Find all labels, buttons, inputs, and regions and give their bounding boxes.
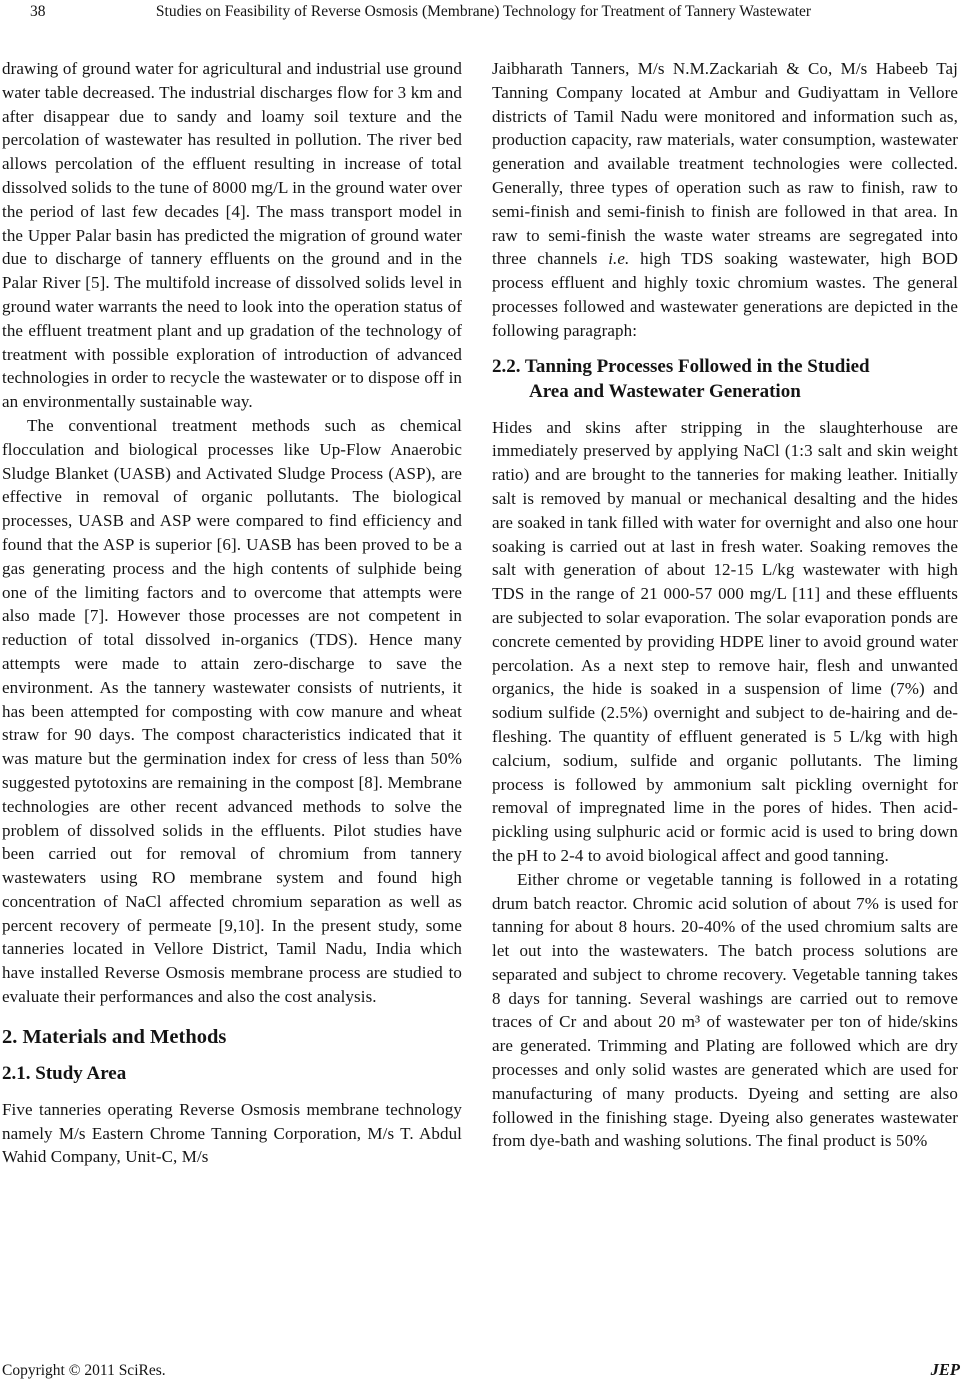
- paragraph-conventional-treatment: The conventional treatment methods such as chemical flocculation and biological processes like Up-Flow Anaerobic Sludge Blanket (UASB) and Activated Sludge Process (ASP), are effective in removal of organic pollutants. The biological processes, UASB and ASP were compared to find efficiency and found that the ASP is superior [6]. UASB has been proved to be a gas generating process and the high contents of sulphide being one of the limiting factors and to overcome that attempts were also made [7]. However those processes are not competent in reduction of total dissolved in-organics (TDS). Hence many attempts were made to attain zero-discharge to save the environment. As the tannery wastewater consists of nutrients, it has been attempted for composting with cow manure and wheat straw for 90 days. The compost characteristics indicated that it was mature but the germination index for cress of less than 50% suggested pytotoxins are remaining in the compost [8]. Membrane technologies are other recent advanced methods to solve the problem of dissolved solids in the effluents. Pilot studies have been carried out for removal of chromium from tannery wastewaters using RO membrane system and found high concentration of NaCl affected chromium separation as well as percent recovery of permeate [9,10]. In the present study, some tanneries located in Vellore District, Tamil Nadu, India which have installed Reverse Osmosis membrane process are studied to evaluate their performances and also the cost analysis.: [2, 415, 462, 1007]
- page-footer: [2, 1360, 960, 1380]
- section-heading-tanning-processes: [492, 354, 958, 404]
- paragraph-either-chrome-tanning: Either chrome or vegetable tanning is followed in a rotating drum batch reactor. Chromic acid solution of about 7% is used for tanning for about 8 hours. 20-40% of the used chromium salts are let out into the wastewaters. The batch process solutions are separated and subject to chrome recovery. Vegetable tanning takes 8 days for tanning. Several washings are carried out to remove traces of Cr and about 20 m³ of wastewater per ton of hide/skins are generated. Trimming and Plating are followed which are dry processes and only solid wastes are generated which are used for manufacturing of many products. Dyeing and setting are also followed in the finishing stage. Dyeing also generates wastewater from dye-bath and washing solutions. The final product is 50%: [492, 869, 958, 1151]
- section-heading-materials-and-methods: 2. Materials and Methods: [2, 1025, 227, 1048]
- paragraph-tanneries-segment-2: high TDS soaking wastewater, high BOD process effluent and highly toxic chromium wastes. The general processes followed and wastewater generations are depicted in the following paragraph:: [492, 249, 959, 340]
- copyright-notice: Copyright © 2011 SciRes.: [2, 1362, 166, 1379]
- paragraph-tanneries-segment-1: Jaibharath Tanners, M/s N.M.Zackariah & Co, M/s Habeeb Taj Tanning Company located at Ambur and Gudiyattam in Vellore districts of Tamil Nadu were monitored and information such as, production capacity, raw materials, water consumption, wastewater generation and available treatment technologies were collected. Generally, three types of operation such as raw to finish, raw to semi-finish and semi-finish to finish are followed in that area. In raw to semi-finish the waste water streams are segregated into three channels: [492, 59, 958, 269]
- two-column-body: [2, 57, 958, 1169]
- paragraph-study-area: Five tanneries operating Reverse Osmosis membrane technology namely M/s Eastern Chrome Tanning Corporation, M/s T. Abdul Wahid Company, Unit-C, M/s: [2, 1099, 462, 1167]
- paragraph-tanneries-ie-italic: i.e.: [608, 249, 630, 269]
- right-column: [492, 57, 958, 1169]
- paragraph-tanneries-monitored: [492, 57, 958, 343]
- left-column: [2, 57, 462, 1169]
- paragraph-intro-continued: drawing of ground water for agricultural and industrial use ground water table decreased. The industrial discharges flow for 3 km and after disappear due to sandy and loamy soil texture and the percolation of wastewater has resulted in pollution. The river bed allows percolation of the effluent resulting in increase of total dissolved solids to the tune of 8000 mg/L in the ground water over the period of last few decades [4]. The mass transport model in the Upper Palar basin has predicted the migration of ground water due to discharge of tannery effluents on the ground and in the Palar River [5]. The multifold increase of dissolved solids level in ground water warrants the need to look into the operation status of the effluent treatment plant and up gradation of the technology of treatment with possible exploration of introduction of advanced technologies in order to recycle the wastewater or to dispose off in an environmentally sustainable way.: [2, 59, 462, 412]
- paragraph-hides-and-skins: Hides and skins after stripping in the slaughterhouse are immediately preserved by applying NaCl (1:3 salt and skin weight ratio) and are brought to the tanneries for making leather. Initially salt is removed by manual or mechanical desalting and the hides are soaked in tank filled with water for overnight and also one hour soaking is carried out at last in fresh water. Soaking removes the salt with generation of about 12-15 L/kg wastewater with high TDS in the range of 21 000-57 000 mg/L [11] and these effluents are subjected to solar evaporation. The solar evaporation ponds are concrete cemented by providing HDPE liner to avoid ground water percolation. As a next step to remove hair, flesh and unwanted organics, the hide is soaked in a suspension of lime (7%) and sodium sulfide (2.5%) overnight and subject to de-hairing and de-fleshing. The quantity of effluent generated is 5 L/kg with high calcium, sodium, sulfide and organic pollutants. The liming process is followed by ammonium salt pickling overnight for removal of impregnated lime in the pores of hides. Then acid-pickling using sulphuric acid or formic acid is used to bring down the pH to 2-4 to avoid biological affect and good tanning.: [492, 417, 958, 865]
- running-title: Studies on Feasibility of Reverse Osmosis (Membrane) Technology for Treatment of Tannery Wastewater: [155, 3, 812, 20]
- section-heading-study-area: 2.1. Study Area: [2, 1062, 127, 1084]
- journal-abbreviation: JEP: [930, 1360, 960, 1379]
- section-heading-tanning-line-2: Area and Wastewater Generation: [529, 380, 801, 402]
- section-heading-tanning-line-1: 2.2. Tanning Processes Followed in the Studied: [492, 355, 870, 377]
- running-header: [0, 3, 967, 25]
- page-number: 38: [30, 3, 46, 20]
